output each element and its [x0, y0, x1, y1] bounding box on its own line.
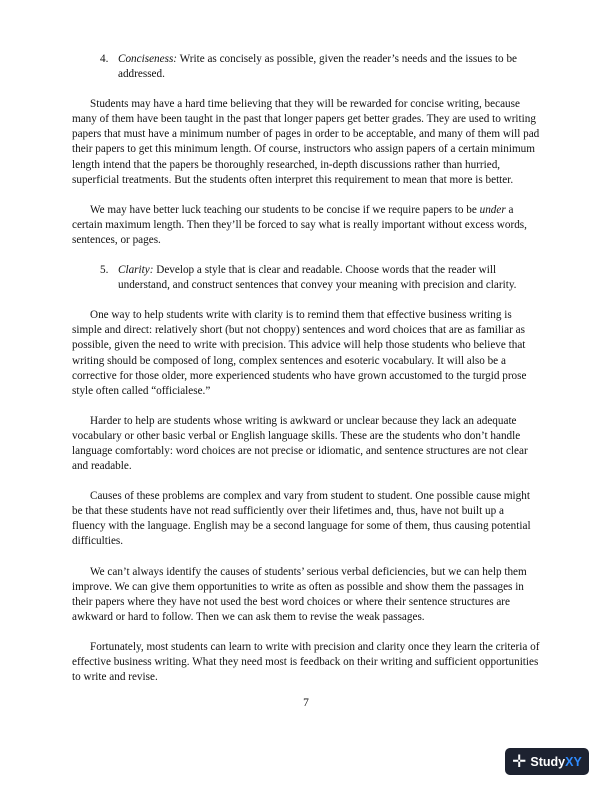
- list-item-text: Develop a style that is clear and readable. Choose words that the reader will understand, and construct sentences that convey your meaning with precision and clarity.: [118, 264, 517, 292]
- document-body: [72, 52, 540, 700]
- brand-suffix: XY: [565, 754, 582, 769]
- paragraph-help-improve: We can’t always identify the causes of students’ serious verbal deficiencies, but we can help them improve. We can give them opportunities to write as often as possible and show them the passages in their papers where they have not used the best word choices or where their sentence structures are awkward or hard to follow. Then we can ask them to revise the weak passages.: [72, 565, 527, 623]
- studyxy-watermark: [505, 748, 589, 775]
- paragraph-clarity: One way to help students write with clarity is to remind them that effective business writing is simple and direct: relatively short (but not choppy) sentences and word choices that are as familiar as possible, given the need to write with precision. This advice will help those students who believe that writing should be composed of long, complex sentences and esoteric vocabulary. It will also be a corrective for those older, more experienced students who have grown accustomed to the turgid prose style often called “officialese.”: [72, 309, 527, 397]
- paragraph-harder-to-help: Harder to help are students whose writing is awkward or unclear because they lack an adequate vocabulary or other basic verbal or English language skills. These are the students who don’t handle language comfortably: word choices are not precise or idiomatic, and sentence structures are not clear and readable.: [72, 414, 528, 473]
- paragraph-text-before: We may have better luck teaching our students to be concise if we require papers to be: [90, 203, 480, 216]
- list-item-term: Conciseness:: [118, 53, 178, 65]
- list-item-conciseness: [72, 52, 540, 82]
- page-number: 7: [303, 697, 309, 709]
- emphasis-under: under: [479, 203, 506, 216]
- list-item-number: 5.: [100, 264, 109, 277]
- plus-icon: ✛: [512, 752, 527, 771]
- list-item-text: Write as concisely as possible, given the reader’s needs and the issues to be addressed.: [118, 53, 517, 81]
- list-item-number: 4.: [100, 53, 109, 65]
- paragraph-fortunately: Fortunately, most students can learn to write with precision and clarity once they learn the criteria of effective business writing. What they need most is feedback on their writing and sufficient opportunities to write and revise.: [72, 640, 540, 684]
- paragraph-concise-writing: Students may have a hard time believing that they will be rewarded for concise writing, because many of them have been taught in the past that longer papers get better grades. They are used to writing papers that must have a minimum number of pages in order to be acceptable, and many of them will pad their papers to get this minimum length. Of course, instructors who assign papers of a certain minimum length intend that the papers be thoroughly researched, in-depth discussions rather than hurried, superficial treatments. But the students often interpret this requirement to mean that more is better.: [72, 98, 540, 186]
- paragraph-causes: Causes of these problems are complex and vary from student to student. One possible cause might be that these students have not read sufficiently over their lifetimes and, thus, have not built up a fluency with the language. English may be a second language for some of them, thus causing potential difficulties.: [72, 490, 531, 548]
- paragraph-maximum-length: [72, 203, 540, 248]
- list-item-clarity: [72, 263, 540, 293]
- paragraph-text-after: a certain maximum length. Then they’ll be forced to say what is really important without excess words, sentences, or pages.: [72, 203, 527, 246]
- brand-prefix: Study: [530, 754, 566, 769]
- list-item-term: Clarity:: [118, 264, 154, 277]
